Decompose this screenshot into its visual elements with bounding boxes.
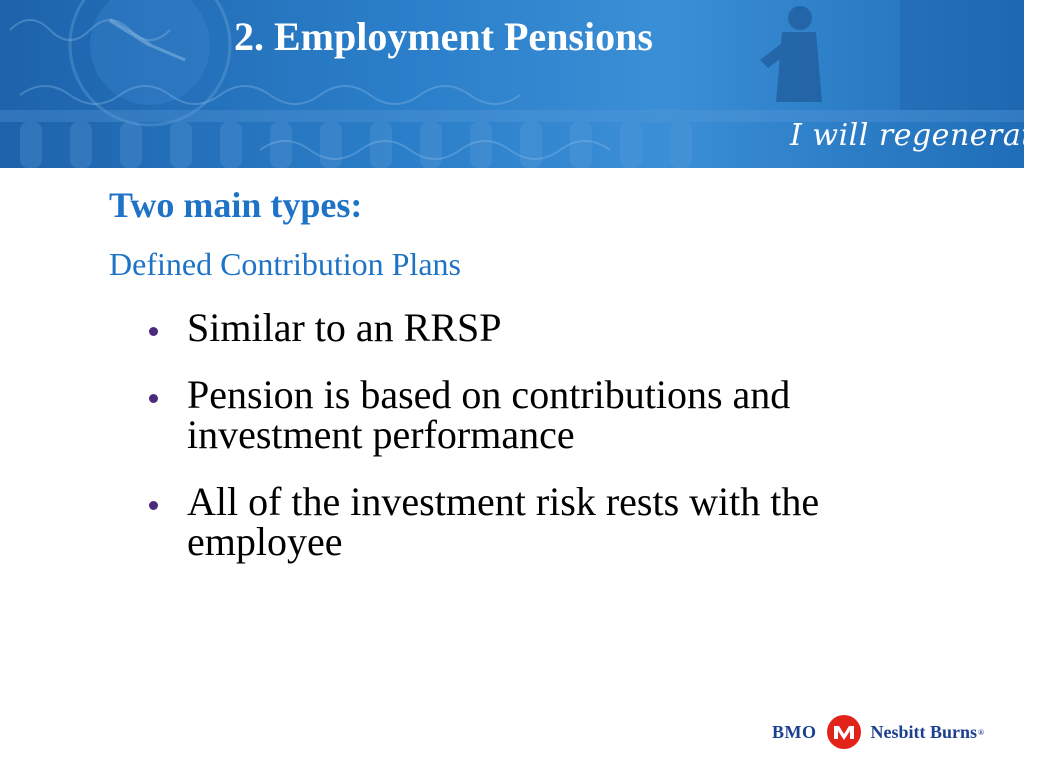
bullet-item [146,305,926,350]
bullet-item [146,479,926,564]
banner-tagline: I will regenerate [790,118,1052,153]
bullet-dot-icon [149,327,158,336]
logo-left-text: BMO [772,721,817,742]
bullet-list [146,305,926,589]
bullet-text: All of the investment risk rests with the employee [187,479,820,564]
bullet-dot-icon [149,394,158,403]
slide-title: 2. Employment Pensions [234,14,653,59]
section-subheading: Defined Contribution Plans [109,246,461,282]
registered-mark: ® [978,727,984,737]
header-banner [0,0,1052,168]
bullet-text: Similar to an RRSP [187,305,502,350]
bmo-roundel-icon [826,714,862,750]
bmo-nesbitt-burns-logo [772,713,984,751]
bullet-text: Pension is based on contributions and investment performance [187,372,791,457]
logo-right-text: Nesbitt Burns [870,721,978,742]
section-heading: Two main types: [109,185,363,225]
bullet-dot-icon [149,501,158,510]
bullet-item [146,372,926,457]
